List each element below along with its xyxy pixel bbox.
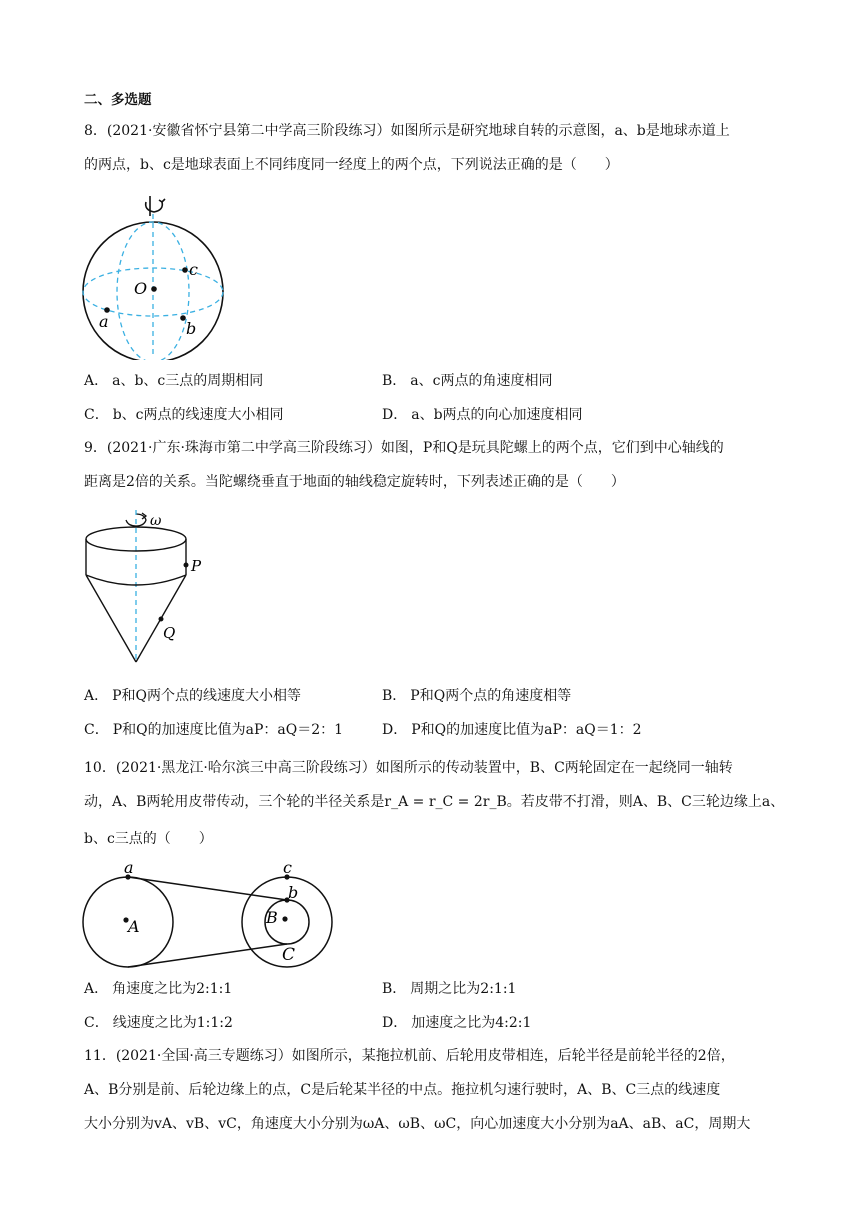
q9-option-a[interactable] <box>84 686 301 706</box>
q9-stem-line-1: 9．(2021·广东·珠海市第二中学高三阶段练习）如图，P和Q是玩具陀螺上的两个点，它们到中心轴线的 <box>84 440 724 456</box>
option-key: A． <box>84 688 109 704</box>
option-key: A． <box>84 981 109 997</box>
option-text: a、c两点的角速度相同 <box>410 373 553 389</box>
option-text: 角速度之比为2:1:1 <box>112 981 233 997</box>
option-text: 线速度之比为1:1:2 <box>112 1015 233 1031</box>
center-B <box>282 916 287 921</box>
option-text: P和Q的加速度比值为aP：aQ＝1：2 <box>411 722 642 738</box>
q9-option-c[interactable] <box>84 720 343 740</box>
q8-option-b[interactable] <box>382 371 552 391</box>
option-text: a、b、c三点的周期相同 <box>112 373 264 389</box>
label-b: b <box>186 319 197 338</box>
option-text: P和Q两个点的线速度大小相等 <box>112 688 302 704</box>
point-b <box>180 315 186 321</box>
option-key: C． <box>84 1015 109 1031</box>
rotation-arrow-icon <box>146 196 165 216</box>
q8-earth-rotation-figure <box>82 192 228 360</box>
option-text: 加速度之比为4:2:1 <box>411 1015 532 1031</box>
cone-left-edge <box>86 575 136 662</box>
option-text: 周期之比为2:1:1 <box>410 981 517 997</box>
q10-stem-line-1: 10．(2021·黑龙江·哈尔滨三中高三阶段练习）如图所示的传动装置中，B、C两轮固定在一起绕同一轴转 <box>84 760 733 776</box>
q8-option-a[interactable] <box>84 371 263 391</box>
option-key: D． <box>382 722 408 738</box>
label-a: a <box>99 312 109 331</box>
option-key: B． <box>382 373 407 389</box>
option-key: A． <box>84 373 109 389</box>
label-omega: ω <box>150 513 162 529</box>
q8-option-c[interactable] <box>84 405 284 425</box>
q11-stem-line-1: 11．(2021·全国·高三专题练习）如图所示，某拖拉机前、后轮用皮带相连，后轮半径是前轮半径的2倍， <box>84 1048 735 1064</box>
point-Q <box>159 617 164 622</box>
q10-belt-drive-figure <box>80 856 336 968</box>
q8-stem-line-1: 8．(2021·安徽省怀宁县第二中学高三阶段练习）如图所示是研究地球自转的示意图，a、b是地球赤道上 <box>84 123 730 139</box>
q10-stem-line-3: b、c三点的（ ） <box>84 831 213 847</box>
label-a: a <box>124 858 134 877</box>
label-O: O <box>134 279 148 298</box>
q11-stem-line-3: 大小分别为vA、vB、vC，角速度大小分别为ωA、ωB、ωC，向心加速度大小分别为aA、aB、aC，周期大 <box>84 1116 751 1132</box>
q10-option-b[interactable] <box>382 979 516 999</box>
option-key: D． <box>382 407 408 423</box>
label-c: c <box>189 260 198 279</box>
q10-option-a[interactable] <box>84 979 232 999</box>
option-text: b、c两点的线速度大小相同 <box>112 407 284 423</box>
q9-stem-line-2: 距离是2倍的关系。当陀螺绕垂直于地面的轴线稳定旋转时，下列表述正确的是（ ） <box>84 474 625 490</box>
point-c <box>182 267 188 273</box>
belt-bottom <box>128 944 287 967</box>
label-b: b <box>288 883 299 902</box>
q11-stem-line-2: A、B分别是前、后轮边缘上的点，C是后轮某半径的中点。拖拉机匀速行驶时，A、B、C三点的线速度 <box>84 1082 721 1098</box>
option-key: B． <box>382 688 407 704</box>
belt-top <box>128 877 287 900</box>
section-title: 二、多选题 <box>84 92 152 108</box>
option-key: C． <box>84 722 109 738</box>
option-text: a、b两点的向心加速度相同 <box>411 407 583 423</box>
label-A: A <box>128 917 140 936</box>
label-c: c <box>283 858 292 877</box>
q8-option-d[interactable] <box>382 405 583 425</box>
q10-option-c[interactable] <box>84 1013 233 1033</box>
q9-option-d[interactable] <box>382 720 642 740</box>
option-key: D． <box>382 1015 408 1031</box>
label-B: B <box>266 908 278 927</box>
label-C: C <box>282 945 296 965</box>
q8-stem-line-2: 的两点，b、c是地球表面上不同纬度同一经度上的两个点，下列说法正确的是（ ） <box>84 157 619 173</box>
label-Q: Q <box>163 624 176 642</box>
point-O <box>151 286 157 292</box>
q9-option-b[interactable] <box>382 686 571 706</box>
q9-spinning-top-figure <box>82 508 212 668</box>
point-P <box>184 563 189 568</box>
q10-option-d[interactable] <box>382 1013 531 1033</box>
label-P: P <box>191 557 202 575</box>
option-text: P和Q两个点的角速度相等 <box>410 688 572 704</box>
option-key: C． <box>84 407 109 423</box>
q10-stem-line-2: 动，A、B两轮用皮带传动，三个轮的半径关系是r_A = r_C = 2r_B。若皮带不打滑，则A、B、C三轮边缘上a、 <box>84 794 785 810</box>
option-key: B． <box>382 981 407 997</box>
option-text: P和Q的加速度比值为aP：aQ＝2：1 <box>112 722 344 738</box>
